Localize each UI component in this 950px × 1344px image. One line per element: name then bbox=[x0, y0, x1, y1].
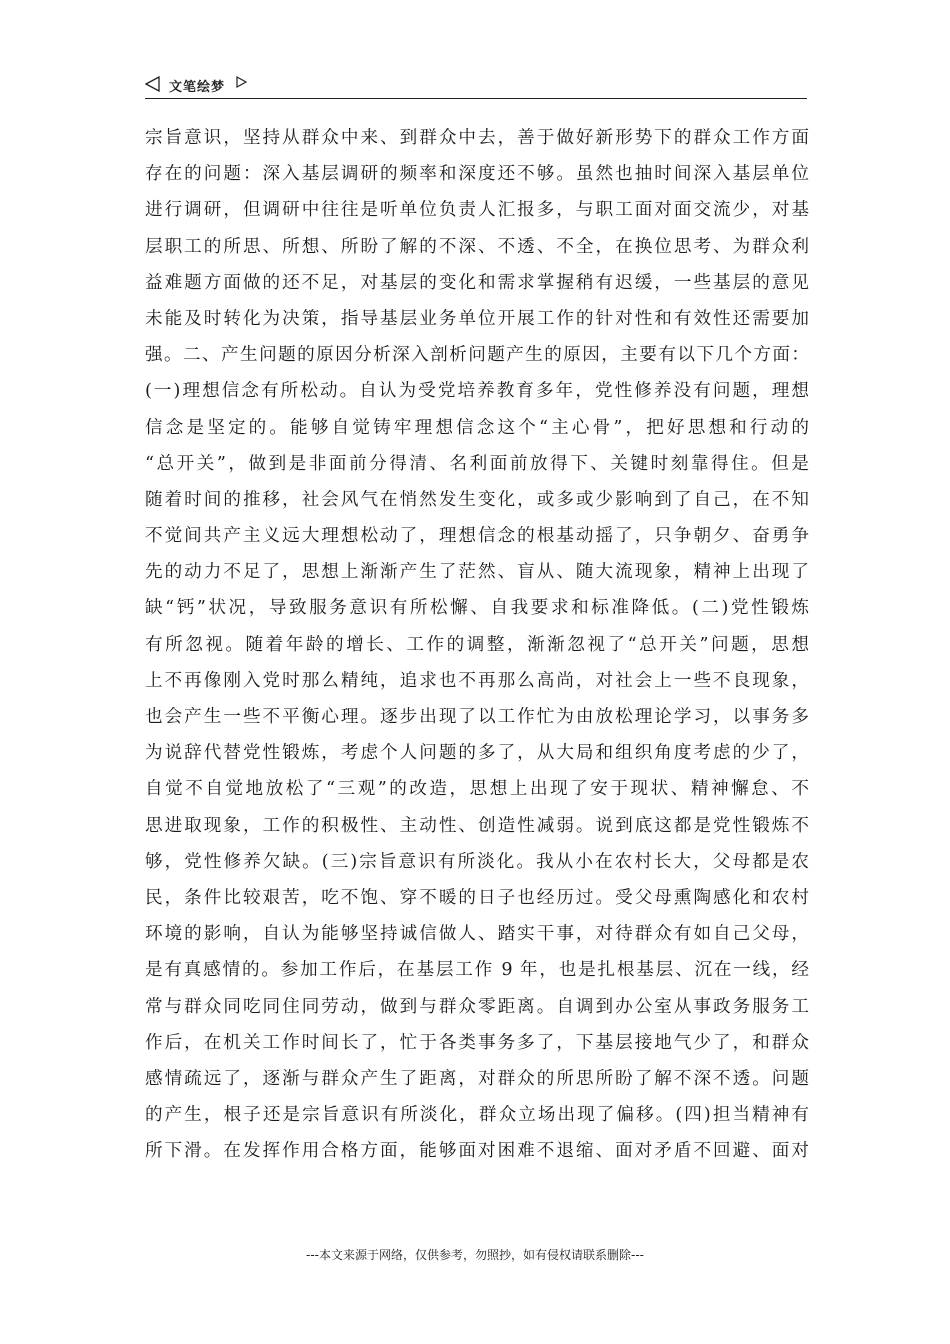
text-line: 够，党性修养欠缺。(三)宗旨意识有所淡化。我从小在农村长大，父母都是农 bbox=[145, 851, 809, 872]
text-line: 思进取现象，工作的积极性、主动性、创造性减弱。说到底这都是党性锻炼不 bbox=[145, 815, 809, 836]
triangle-left-outline-icon bbox=[145, 76, 161, 92]
text-line: 未能及时转化为决策，指导基层业务单位开展工作的针对性和有效性还需要加 bbox=[145, 308, 809, 329]
triangle-right-outline-icon bbox=[236, 76, 247, 88]
text-line: 自觉不自觉地放松了“三观”的改造，思想上出现了安于现状、精神懈怠、不 bbox=[145, 779, 809, 800]
text-line: 的产生，根子还是宗旨意识有所淡化，群众立场出现了偏移。(四)担当精神有 bbox=[145, 1105, 809, 1126]
text-line: 也会产生一些不平衡心理。逐步出现了以工作忙为由放松理论学习，以事务多 bbox=[145, 707, 809, 727]
text-line: 为说辞代替党性锻炼，考虑个人问题的多了，从大局和组织角度考虑的少了， bbox=[145, 743, 809, 764]
text-line: 上不再像刚入党时那么精纯，追求也不再那么高尚，对社会上一些不良现象， bbox=[145, 670, 809, 691]
text-line: 进行调研，但调研中往往是听单位负责人汇报多，与职工面对面交流少，对基 bbox=[145, 200, 809, 221]
text-line: “总开关”，做到是非面前分得清、名利面前放得下、关键时刻靠得住。但是 bbox=[145, 453, 809, 474]
text-line: 缺“钙”状况，导致服务意识有所松懈、自我要求和标准降低。(二)党性锻炼 bbox=[145, 598, 809, 619]
page-header bbox=[145, 74, 807, 99]
text-line: (一)理想信念有所松动。自认为受党培养教育多年，党性修养没有问题，理想 bbox=[145, 381, 809, 402]
text-line: 感情疏远了，逐渐与群众产生了距离，对群众的所思所盼了解不深不透。问题 bbox=[145, 1068, 809, 1089]
text-line: 宗旨意识，坚持从群众中来、到群众中去，善于做好新形势下的群众工作方面 bbox=[145, 128, 809, 148]
text-line: 强。二、产生问题的原因分析深入剖析问题产生的原因，主要有以下几个方面： bbox=[145, 345, 809, 366]
text-line: 存在的问题：深入基层调研的频率和深度还不够。虽然也抽时间深入基层单位 bbox=[145, 164, 809, 185]
text-line: 环境的影响，自认为能够坚持诚信做人、踏实干事，对待群众有如自己父母， bbox=[145, 924, 809, 945]
text-line: 益难题方面做的还不足，对基层的变化和需求掌握稍有迟缓，一些基层的意见 bbox=[145, 272, 809, 293]
header-title: 文笔绘梦 bbox=[169, 80, 226, 95]
text-line: 不觉间共产主义远大理想松动了，理想信念的根基动摇了，只争朝夕、奋勇争 bbox=[145, 526, 809, 547]
text-line: 作后，在机关工作时间长了，忙于各类事务多了，下基层接地气少了，和群众 bbox=[145, 1032, 809, 1053]
text-line: 是有真感情的。参加工作后，在基层工作 9 年，也是扎根基层、沉在一线，经 bbox=[145, 960, 809, 981]
text-line: 层职工的所思、所想、所盼了解的不深、不透、不全，在换位思考、为群众利 bbox=[145, 236, 809, 257]
text-line: 先的动力不足了，思想上渐渐产生了茫然、盲从、随大流现象，精神上出现了 bbox=[145, 562, 809, 583]
text-line: 信念是坚定的。能够自觉铸牢理想信念这个“主心骨”，把好思想和行动的 bbox=[145, 417, 809, 438]
text-line: 常与群众同吃同住同劳动，做到与群众零距离。自调到办公室从事政务服务工 bbox=[145, 996, 809, 1017]
text-line: 所下滑。在发挥作用合格方面，能够面对困难不退缩、面对矛盾不回避、面对 bbox=[145, 1141, 809, 1162]
text-line: 随着时间的推移，社会风气在悄然发生变化，或多或少影响到了自己，在不知 bbox=[145, 489, 809, 510]
text-line: 民，条件比较艰苦，吃不饱、穿不暖的日子也经历过。受父母熏陶感化和农村 bbox=[145, 887, 809, 908]
text-line: 有所忽视。随着年龄的增长、工作的调整，渐渐忽视了“总开关”问题，思想 bbox=[145, 634, 809, 655]
footer-notice: ---本文来源于网络，仅供参考，勿照抄，如有侵权请联系删除--- bbox=[306, 1248, 644, 1262]
document-body bbox=[145, 120, 809, 1169]
